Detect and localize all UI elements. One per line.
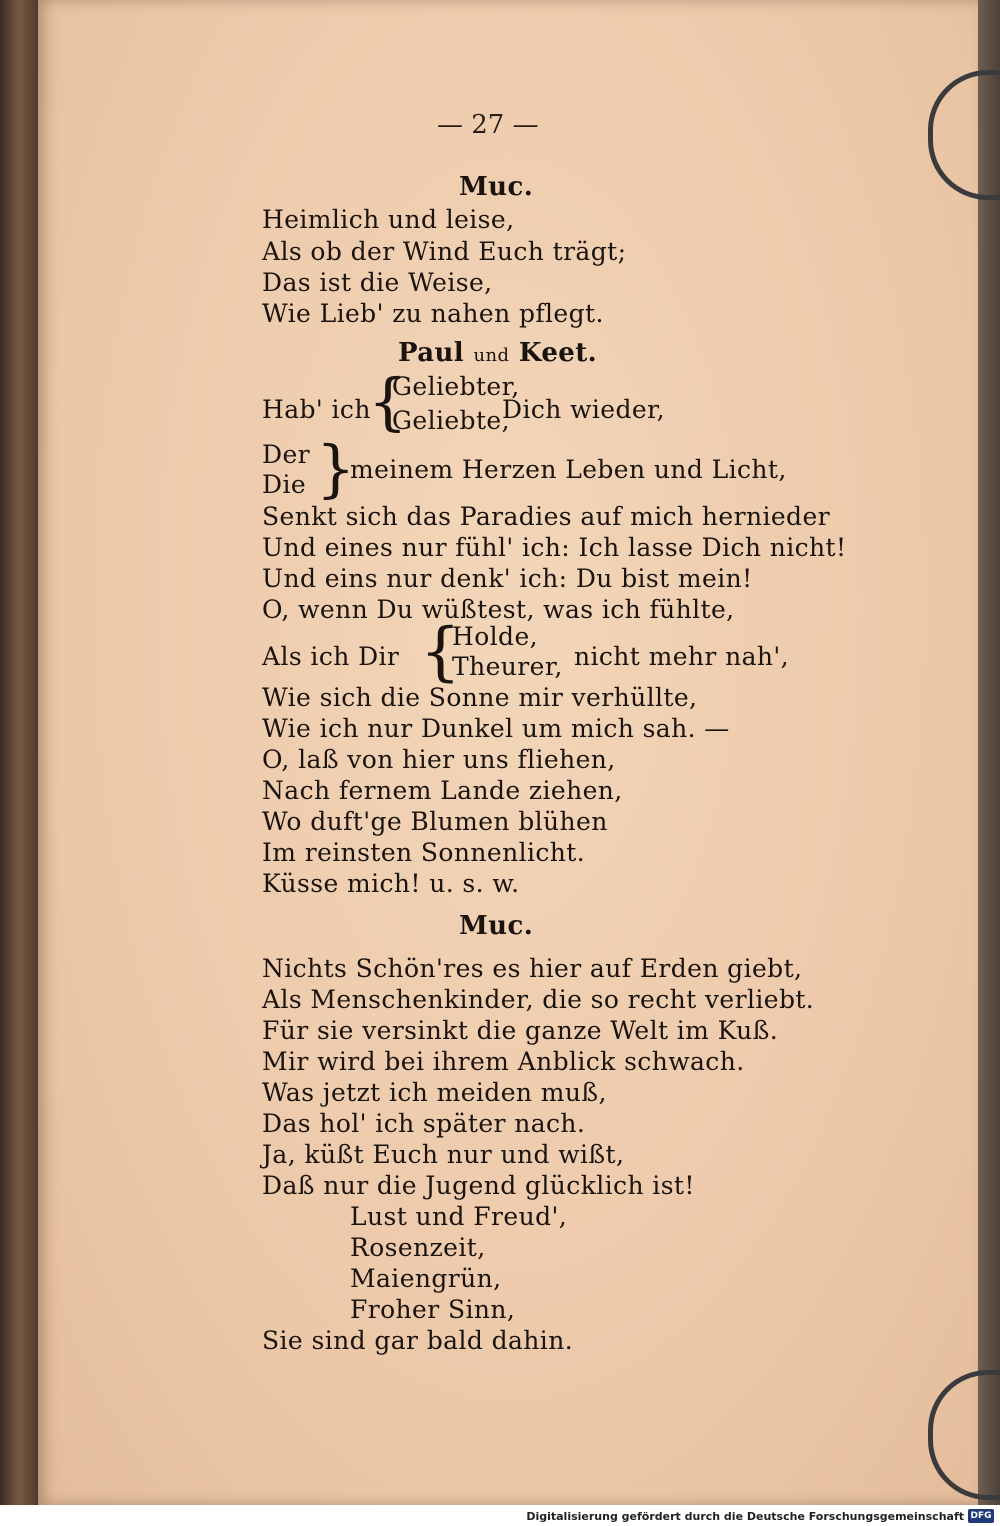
text-line: Nach fernem Lande ziehen,	[262, 776, 623, 805]
text-line-indented: Froher Sinn,	[350, 1295, 516, 1324]
text-line: Mir wird bei ihrem Anblick schwach.	[262, 1047, 745, 1076]
text-line: Daß nur die Jugend glücklich ist!	[262, 1171, 695, 1200]
alt-text: Theurer,	[452, 652, 563, 681]
text-line: Dich wieder,	[502, 395, 666, 424]
alt-text: Die	[262, 470, 307, 499]
text-line-indented: Maiengrün,	[350, 1264, 502, 1293]
text-line: Ja, küßt Euch nur und wißt,	[262, 1140, 625, 1169]
text-line: Was jetzt ich meiden muß,	[262, 1078, 607, 1107]
text-line: Sie sind gar bald dahin.	[262, 1326, 574, 1355]
alt-text: Holde,	[452, 622, 538, 651]
brace-right: }	[316, 432, 356, 505]
alt-text: Der	[262, 440, 310, 469]
funding-notice: Digitalisierung gefördert durch die Deutsche Forschungsgemeinschaft	[526, 1510, 964, 1523]
text-line: Und eins nur denk' ich: Du bist mein!	[262, 564, 753, 593]
text-line: Wie ich nur Dunkel um mich sah. —	[262, 714, 730, 743]
speaker-keet: Keet.	[518, 338, 598, 368]
alt-text: Geliebter,	[392, 372, 520, 401]
text-line: Als ob der Wind Euch trägt;	[262, 237, 627, 266]
brace-left: {	[368, 365, 408, 438]
text-line: O, laß von hier uns fliehen,	[262, 745, 616, 774]
text-line: nicht mehr nah',	[574, 642, 790, 671]
text-line: Als ich Dir	[262, 642, 400, 671]
speaker-joiner: und	[473, 345, 510, 366]
text-line: Wo duft'ge Blumen blühen	[262, 807, 608, 836]
text-line: Senkt sich das Paradies auf mich hernieder	[262, 502, 830, 531]
text-line-indented: Lust und Freud',	[350, 1202, 568, 1231]
brace-left: {	[420, 615, 462, 689]
footer-bar	[0, 1505, 1000, 1526]
speaker-heading: Muc.	[459, 172, 534, 202]
alt-text: Geliebte,	[392, 406, 510, 435]
text-line: Als Menschenkinder, die so recht verliebt.	[262, 985, 815, 1014]
text-line: Für sie versinkt die ganze Welt im Kuß.	[262, 1016, 779, 1045]
text-line: O, wenn Du wüßtest, was ich fühlte,	[262, 595, 735, 624]
text-line: Wie Lieb' zu nahen pflegt.	[262, 299, 604, 328]
speaker-paul: Paul	[398, 338, 465, 368]
text-line: Das ist die Weise,	[262, 268, 493, 297]
text-line: Im reinsten Sonnenlicht.	[262, 838, 586, 867]
text-line: Wie sich die Sonne mir verhüllte,	[262, 683, 698, 712]
text-line-indented: Rosenzeit,	[350, 1233, 486, 1262]
text-line: Das hol' ich später nach.	[262, 1109, 586, 1138]
text-line: Küsse mich! u. s. w.	[262, 869, 520, 898]
dfg-logo-icon: DFG	[968, 1509, 994, 1523]
text-line: Hab' ich	[262, 395, 371, 424]
text-line: meinem Herzen Leben und Licht,	[350, 455, 787, 484]
text-line: Und eines nur fühl' ich: Ich lasse Dich nicht!	[262, 533, 847, 562]
speaker-heading: Muc.	[459, 911, 534, 941]
speaker-heading	[398, 338, 597, 368]
page-edge	[978, 0, 1000, 1505]
text-line: Nichts Schön'res es hier auf Erden giebt,	[262, 954, 803, 983]
page-number: — 27 —	[437, 110, 539, 140]
text-line: Heimlich und leise,	[262, 205, 515, 234]
